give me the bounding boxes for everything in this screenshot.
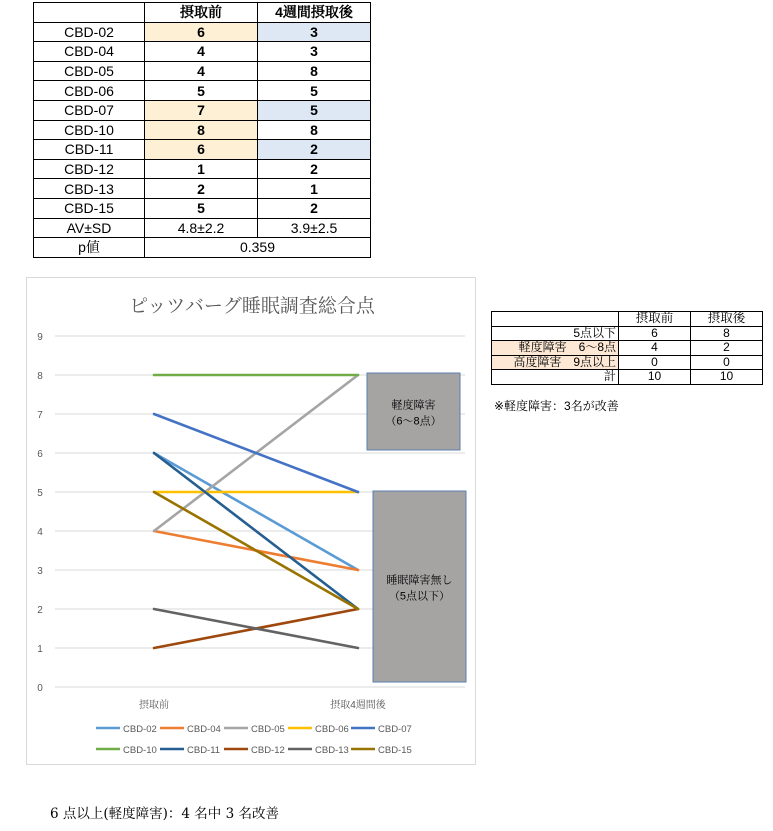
series-layer	[154, 375, 358, 648]
subject-id: CBD-02	[34, 22, 145, 42]
subject-id: CBD-13	[34, 179, 145, 199]
category-before: 4	[619, 341, 691, 356]
score-before: 4	[145, 61, 258, 81]
table-row	[34, 179, 371, 199]
score-table-header	[34, 3, 371, 23]
category-note: ※軽度障害：3名が改善	[494, 399, 619, 413]
legend-label: CBD-11	[187, 745, 221, 756]
score-after: 3	[258, 22, 371, 42]
score-before: 6	[145, 22, 258, 42]
chart-title: ピッツバーグ睡眠調査総合点	[129, 295, 375, 317]
score-after: 5	[258, 81, 371, 101]
annotation-box	[367, 373, 460, 450]
cat-header-before: 摂取前	[619, 312, 691, 327]
subject-id: CBD-07	[34, 100, 145, 120]
table-row	[492, 370, 763, 385]
category-table	[491, 311, 763, 385]
table-row	[34, 198, 371, 218]
y-tick-label: 5	[37, 488, 43, 499]
category-after: 0	[691, 355, 763, 370]
series-line-cbd-15	[154, 492, 358, 609]
header-blank	[34, 3, 145, 23]
score-before: 6	[145, 140, 258, 160]
avsd-row	[34, 218, 371, 238]
score-after: 5	[258, 100, 371, 120]
score-after: 3	[258, 42, 371, 62]
header-after: 4週間摂取後	[258, 3, 371, 23]
axis-layer	[37, 332, 387, 711]
legend-label: CBD-10	[123, 745, 157, 756]
legend-label: CBD-06	[315, 724, 349, 735]
score-before: 2	[145, 179, 258, 199]
category-after: 8	[691, 326, 763, 341]
y-tick-label: 8	[37, 371, 43, 382]
subject-id: CBD-10	[34, 120, 145, 140]
subject-id: CBD-12	[34, 159, 145, 179]
score-before: 4	[145, 42, 258, 62]
legend-label: CBD-12	[251, 745, 285, 756]
score-after: 1	[258, 179, 371, 199]
score-before: 7	[145, 100, 258, 120]
score-after: 2	[258, 140, 371, 160]
x-category-label: 摂取4週間後	[330, 700, 386, 711]
category-table-header	[492, 312, 763, 327]
y-tick-label: 6	[37, 449, 43, 460]
header-before: 摂取前	[145, 3, 258, 23]
table-row	[34, 140, 371, 160]
table-row	[34, 81, 371, 101]
table-row	[34, 100, 371, 120]
table-row	[492, 355, 763, 370]
p-value: 0.359	[145, 238, 371, 258]
y-tick-label: 1	[37, 644, 43, 655]
table-row	[34, 159, 371, 179]
legend-label: CBD-04	[187, 724, 221, 735]
y-tick-label: 9	[37, 332, 43, 343]
y-tick-label: 3	[37, 566, 43, 577]
category-before: 6	[619, 326, 691, 341]
annotation-line1: 軽度障害	[391, 399, 436, 412]
table-row	[34, 22, 371, 42]
y-tick-label: 2	[37, 605, 43, 616]
p-value-row	[34, 238, 371, 258]
legend-label: CBD-02	[123, 724, 157, 735]
category-after: 2	[691, 341, 763, 356]
category-label: 計	[492, 370, 619, 385]
legend-label: CBD-15	[378, 745, 412, 756]
chart-svg	[27, 278, 475, 764]
avsd-after: 3.9±2.5	[258, 218, 371, 238]
category-before: 0	[619, 355, 691, 370]
category-label: 5点以下	[492, 326, 619, 341]
y-tick-label: 4	[37, 527, 43, 538]
avsd-label: AV±SD	[34, 218, 145, 238]
category-before: 10	[619, 370, 691, 385]
series-line-cbd-02	[154, 453, 358, 570]
table-row	[34, 42, 371, 62]
y-tick-label: 7	[37, 410, 43, 421]
legend-label: CBD-07	[378, 724, 412, 735]
legend-label: CBD-13	[315, 745, 349, 756]
chart-frame	[26, 277, 476, 765]
score-before: 5	[145, 198, 258, 218]
annotation-line2: （5点以下）	[388, 590, 451, 603]
legend-label: CBD-05	[251, 724, 285, 735]
table-row	[34, 120, 371, 140]
avsd-before: 4.8±2.2	[145, 218, 258, 238]
table-row	[492, 326, 763, 341]
x-category-label: 摂取前	[139, 700, 169, 711]
subject-id: CBD-11	[34, 140, 145, 160]
score-after: 8	[258, 61, 371, 81]
score-after: 8	[258, 120, 371, 140]
footer-note: 6 点以上(軽度障害)：4 名中 3 名改善	[50, 806, 279, 822]
score-table	[33, 2, 371, 258]
score-before: 5	[145, 81, 258, 101]
annotation-line2: （6～8点）	[385, 415, 442, 428]
score-before: 8	[145, 120, 258, 140]
y-tick-label: 0	[37, 683, 43, 694]
cat-header-blank	[492, 312, 619, 327]
legend	[96, 724, 412, 756]
score-after: 2	[258, 159, 371, 179]
table-row	[34, 61, 371, 81]
table-row	[492, 341, 763, 356]
category-label: 高度障害 9点以上	[492, 355, 619, 370]
score-after: 2	[258, 198, 371, 218]
subject-id: CBD-05	[34, 61, 145, 81]
score-before: 1	[145, 159, 258, 179]
annotation-layer	[367, 373, 466, 682]
category-after: 10	[691, 370, 763, 385]
annotation-box	[373, 491, 466, 682]
subject-id: CBD-15	[34, 198, 145, 218]
subject-id: CBD-06	[34, 81, 145, 101]
cat-header-after: 摂取後	[691, 312, 763, 327]
category-label: 軽度障害 6～8点	[492, 341, 619, 356]
annotation-line1: 睡眠障害無し	[386, 574, 453, 587]
p-label: p値	[34, 238, 145, 258]
subject-id: CBD-04	[34, 42, 145, 62]
